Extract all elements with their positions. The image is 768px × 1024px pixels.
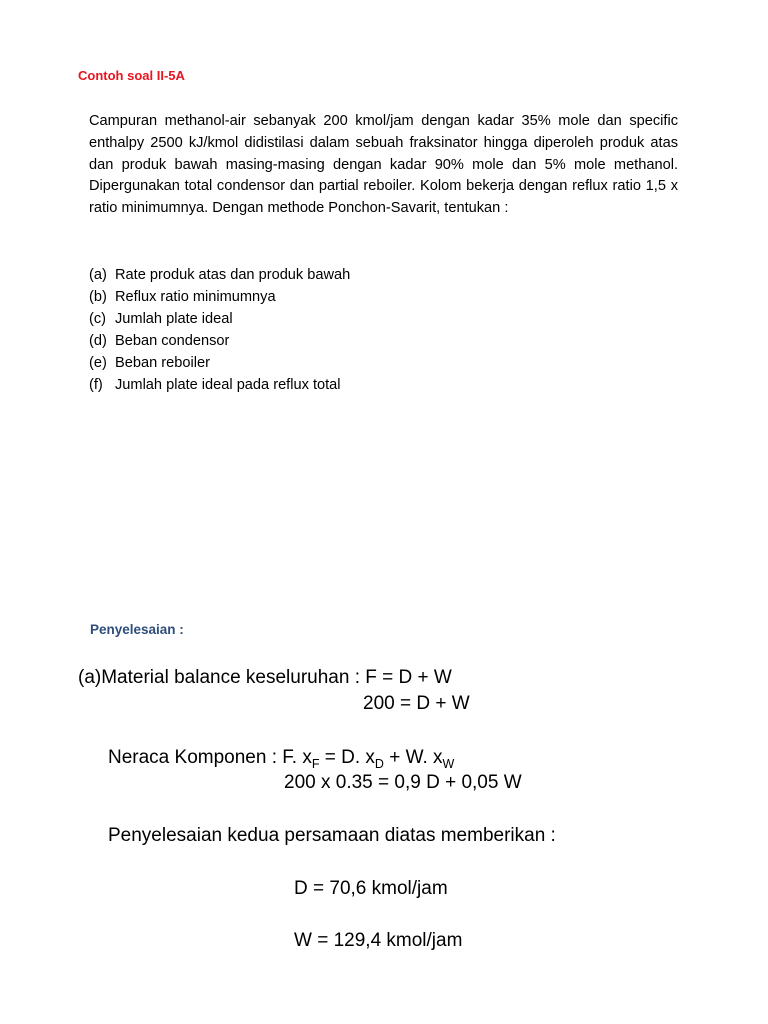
question-text: Jumlah plate ideal pada reflux total bbox=[115, 377, 341, 393]
question-text: Jumlah plate ideal bbox=[115, 311, 233, 327]
question-text: Reflux ratio minimumnya bbox=[115, 289, 276, 305]
component-mid-2: + W. x bbox=[383, 747, 443, 768]
question-item bbox=[89, 264, 350, 286]
question-text: Beban condensor bbox=[115, 333, 230, 349]
component-balance-line bbox=[108, 746, 454, 770]
solution-title: Penyelesaian : bbox=[90, 622, 184, 637]
result-distillate: D = 70,6 kmol/jam bbox=[294, 878, 448, 899]
question-item bbox=[89, 352, 350, 374]
problem-title: Contoh soal II-5A bbox=[78, 68, 185, 83]
component-mid-1: = D. x bbox=[319, 747, 375, 768]
question-list bbox=[89, 264, 350, 396]
material-balance-text: Material balance keseluruhan : F = D + W bbox=[101, 667, 452, 688]
question-text: Rate produk atas dan produk bawah bbox=[115, 267, 351, 283]
subscript-f: F bbox=[311, 757, 320, 771]
component-balance-equation: 200 x 0.35 = 0,9 D + 0,05 W bbox=[284, 772, 522, 793]
question-item bbox=[89, 330, 350, 352]
question-label: (a) bbox=[89, 267, 107, 283]
question-item bbox=[89, 308, 350, 330]
problem-paragraph: Campuran methanol-air sebanyak 200 kmol/jam dengan kadar 35% mole dan specific enthalpy 2500 kJ/kmol didistilasi dalam sebuah fraksinator hingga diperoleh produk atas dan produk bawah masing-masing dengan kadar 90% mole dan 5% mole methanol. Dipergunakan total condensor dan partial reboiler. Kolom bekerja dengan reflux ratio 1,5 x ratio minimumnya. Dengan methode Ponchon-Savarit, tentukan : bbox=[89, 113, 678, 217]
question-text: Beban reboiler bbox=[115, 355, 210, 371]
question-label: (d) bbox=[89, 333, 107, 349]
material-balance-equation: 200 = D + W bbox=[363, 693, 470, 714]
subscript-w: W bbox=[442, 757, 455, 771]
component-prefix: Neraca Komponen : F. x bbox=[108, 747, 312, 768]
material-balance-line bbox=[78, 666, 452, 690]
solution-statement: Penyelesaian kedua persamaan diatas memberikan : bbox=[108, 825, 556, 846]
result-bottoms: W = 129,4 kmol/jam bbox=[294, 930, 463, 951]
question-label: (b) bbox=[89, 289, 107, 305]
subscript-d: D bbox=[374, 757, 384, 771]
question-item bbox=[89, 286, 350, 308]
question-item bbox=[89, 374, 350, 396]
part-label: (a) bbox=[78, 667, 102, 688]
question-label: (e) bbox=[89, 355, 107, 371]
question-label: (c) bbox=[89, 311, 107, 327]
question-label: (f) bbox=[89, 377, 103, 393]
